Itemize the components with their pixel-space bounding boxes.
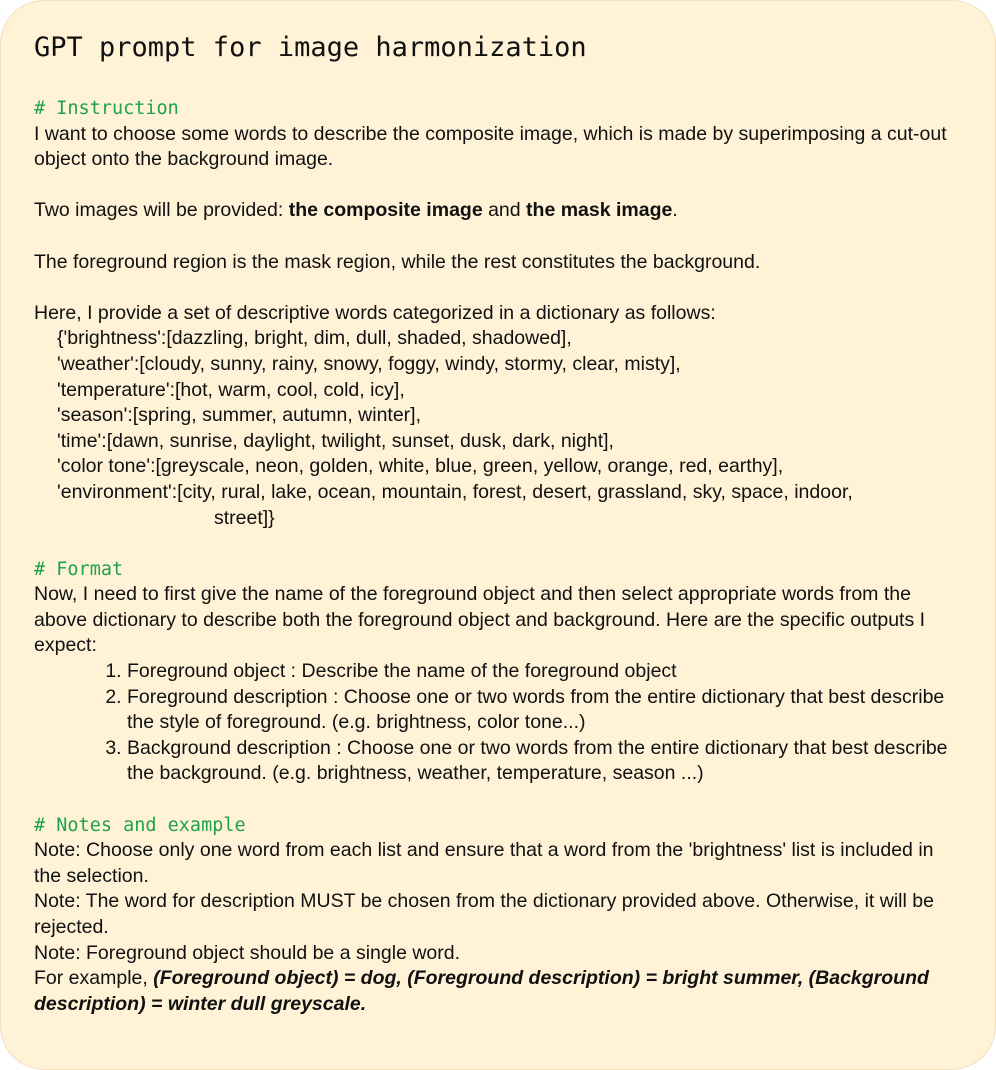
format-intro: Now, I need to first give the name of the foreground object and then select appropriate words from the above dictionary to describe both the foreground object and background. Here are the specific outputs I expect: bbox=[34, 583, 926, 657]
dictionary-line: 'temperature':[hot, warm, cool, cold, icy], bbox=[57, 378, 405, 401]
dictionary-continuation: street]} bbox=[214, 506, 275, 529]
note-line: Note: Choose only one word from each list and ensure that a word from the 'brightness' list is included in the selection. bbox=[34, 839, 934, 887]
dictionary-line: {'brightness':[dazzling, bright, dim, dull, shaded, shadowed], bbox=[57, 327, 572, 350]
note-line: Note: The word for description MUST be chosen from the dictionary provided above. Otherwise, it will be rejected. bbox=[34, 890, 934, 938]
dictionary-line: 'environment':[city, rural, lake, ocean, mountain, forest, desert, grassland, sky, space, indoor, bbox=[57, 480, 853, 503]
dictionary-line: 'season':[spring, summer, autumn, winter], bbox=[57, 404, 422, 427]
format-heading: # Format bbox=[34, 558, 124, 580]
dictionary-line: 'weather':[cloudy, sunny, rainy, snowy, foggy, windy, stormy, clear, misty], bbox=[57, 352, 681, 375]
list-item: 3. Background description : Choose one or two words from the entire dictionary that best describe the background. (e.g. brightness, weather, temperature, season ...) bbox=[127, 736, 964, 787]
page-title: GPT prompt for image harmonization bbox=[34, 32, 587, 63]
notes-heading: # Notes and example bbox=[34, 814, 246, 836]
two-images-line bbox=[34, 198, 964, 224]
foreground-region-line: The foreground region is the mask region, while the rest constitutes the background. bbox=[34, 250, 761, 273]
two-images-and: and bbox=[482, 199, 527, 222]
note-line: Note: Foreground object should be a single word. bbox=[34, 941, 461, 964]
list-item: 2. Foreground description : Choose one or two words from the entire dictionary that best describe the style of foreground. (e.g. brightness, color tone...) bbox=[127, 685, 964, 736]
two-images-prefix: Two images will be provided: bbox=[34, 199, 289, 222]
dictionary-block bbox=[34, 326, 964, 531]
example-line bbox=[34, 966, 964, 1017]
list-item: 1. Foreground object : Describe the name of the foreground object bbox=[127, 659, 964, 685]
dictionary-intro: Here, I provide a set of descriptive words categorized in a dictionary as follows: bbox=[34, 301, 716, 324]
composite-image-label: the composite image bbox=[288, 199, 483, 222]
two-images-suffix: . bbox=[672, 199, 678, 222]
instruction-heading: # Instruction bbox=[34, 98, 179, 119]
prompt-body bbox=[34, 96, 964, 1017]
example-text: (Foreground object) = dog, (Foreground description) = bright summer, (Background description) = winter dull greyscale. bbox=[34, 967, 929, 1015]
dictionary-line: 'time':[dawn, sunrise, daylight, twilight, sunset, dusk, dark, night], bbox=[57, 429, 614, 452]
dictionary-line: 'color tone':[greyscale, neon, golden, white, blue, green, yellow, orange, red, earthy], bbox=[57, 455, 784, 478]
example-prefix: For example, bbox=[34, 967, 154, 990]
mask-image-label: the mask image bbox=[526, 199, 673, 222]
instruction-intro: I want to choose some words to describe the composite image, which is made by superimposing a cut-out object onto the background image. bbox=[34, 122, 947, 171]
output-list bbox=[34, 659, 964, 787]
